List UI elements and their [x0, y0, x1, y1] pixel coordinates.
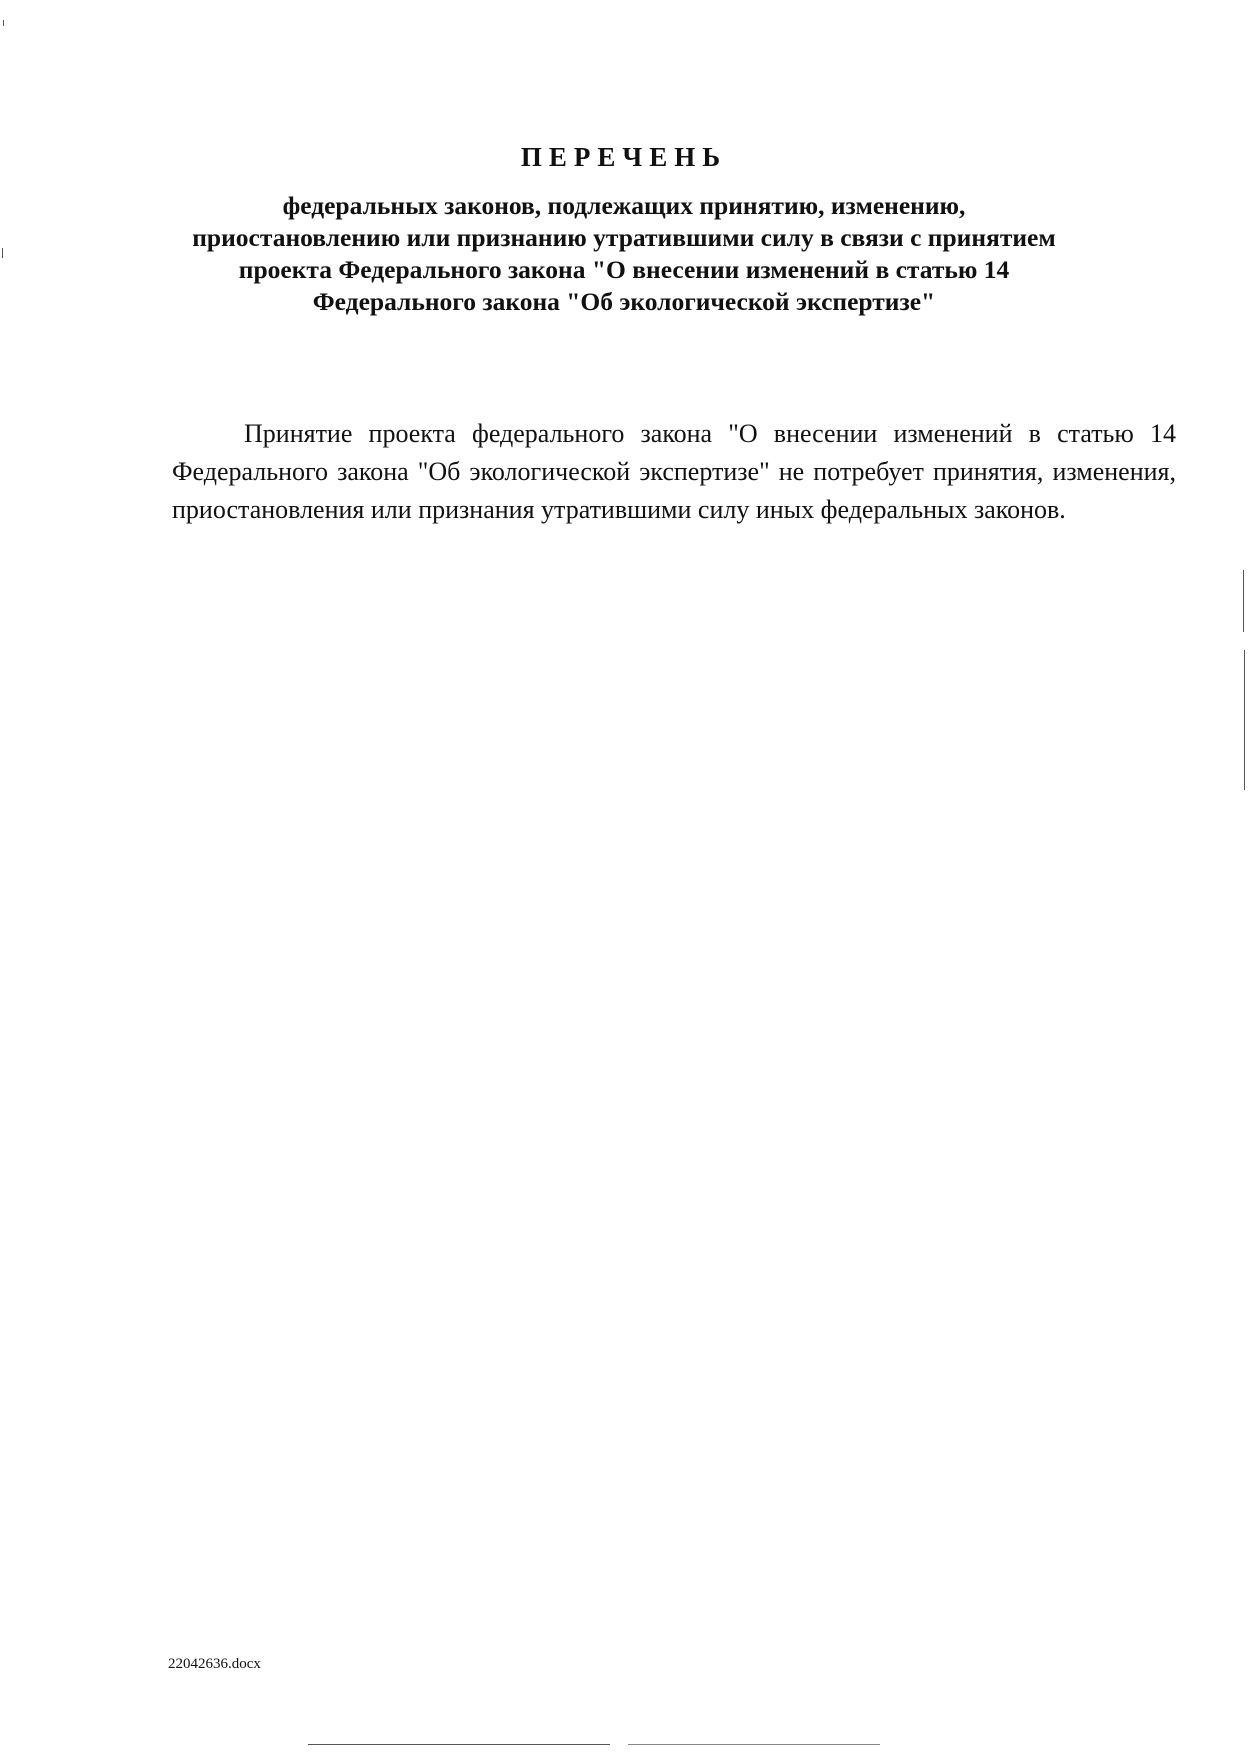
subtitle-line: Федерального закона "Об экологической экспертизе": [312, 287, 936, 316]
scan-bottom-line: [628, 1744, 880, 1745]
scan-artifact-mark: [1244, 650, 1245, 790]
scan-artifact-mark: [3, 20, 4, 26]
subtitle-line: проекта Федерального закона "О внесении изменений в статью 14: [238, 255, 1010, 284]
footer-filename: 22042636.docx: [168, 1656, 261, 1672]
subtitle-line: приостановлению или признанию утратившими силу в связи с принятием: [192, 223, 1056, 252]
document-subtitle: [150, 190, 1098, 318]
subtitle-line: федеральных законов, подлежащих принятию, изменению,: [282, 191, 966, 220]
document-title: ПЕРЕЧЕНЬ: [520, 142, 728, 172]
scan-artifact-mark: [2, 248, 3, 258]
scan-artifact-mark: [1243, 570, 1244, 632]
scan-bottom-line: [308, 1744, 610, 1745]
body-paragraph: Принятие проекта федерального закона "О внесении изменений в статью 14 Федерального закона "Об экологической экспертизе" не потребует принятия, изменения, приостановления или признания утратившими силу иных федеральных законов.: [172, 419, 1176, 524]
